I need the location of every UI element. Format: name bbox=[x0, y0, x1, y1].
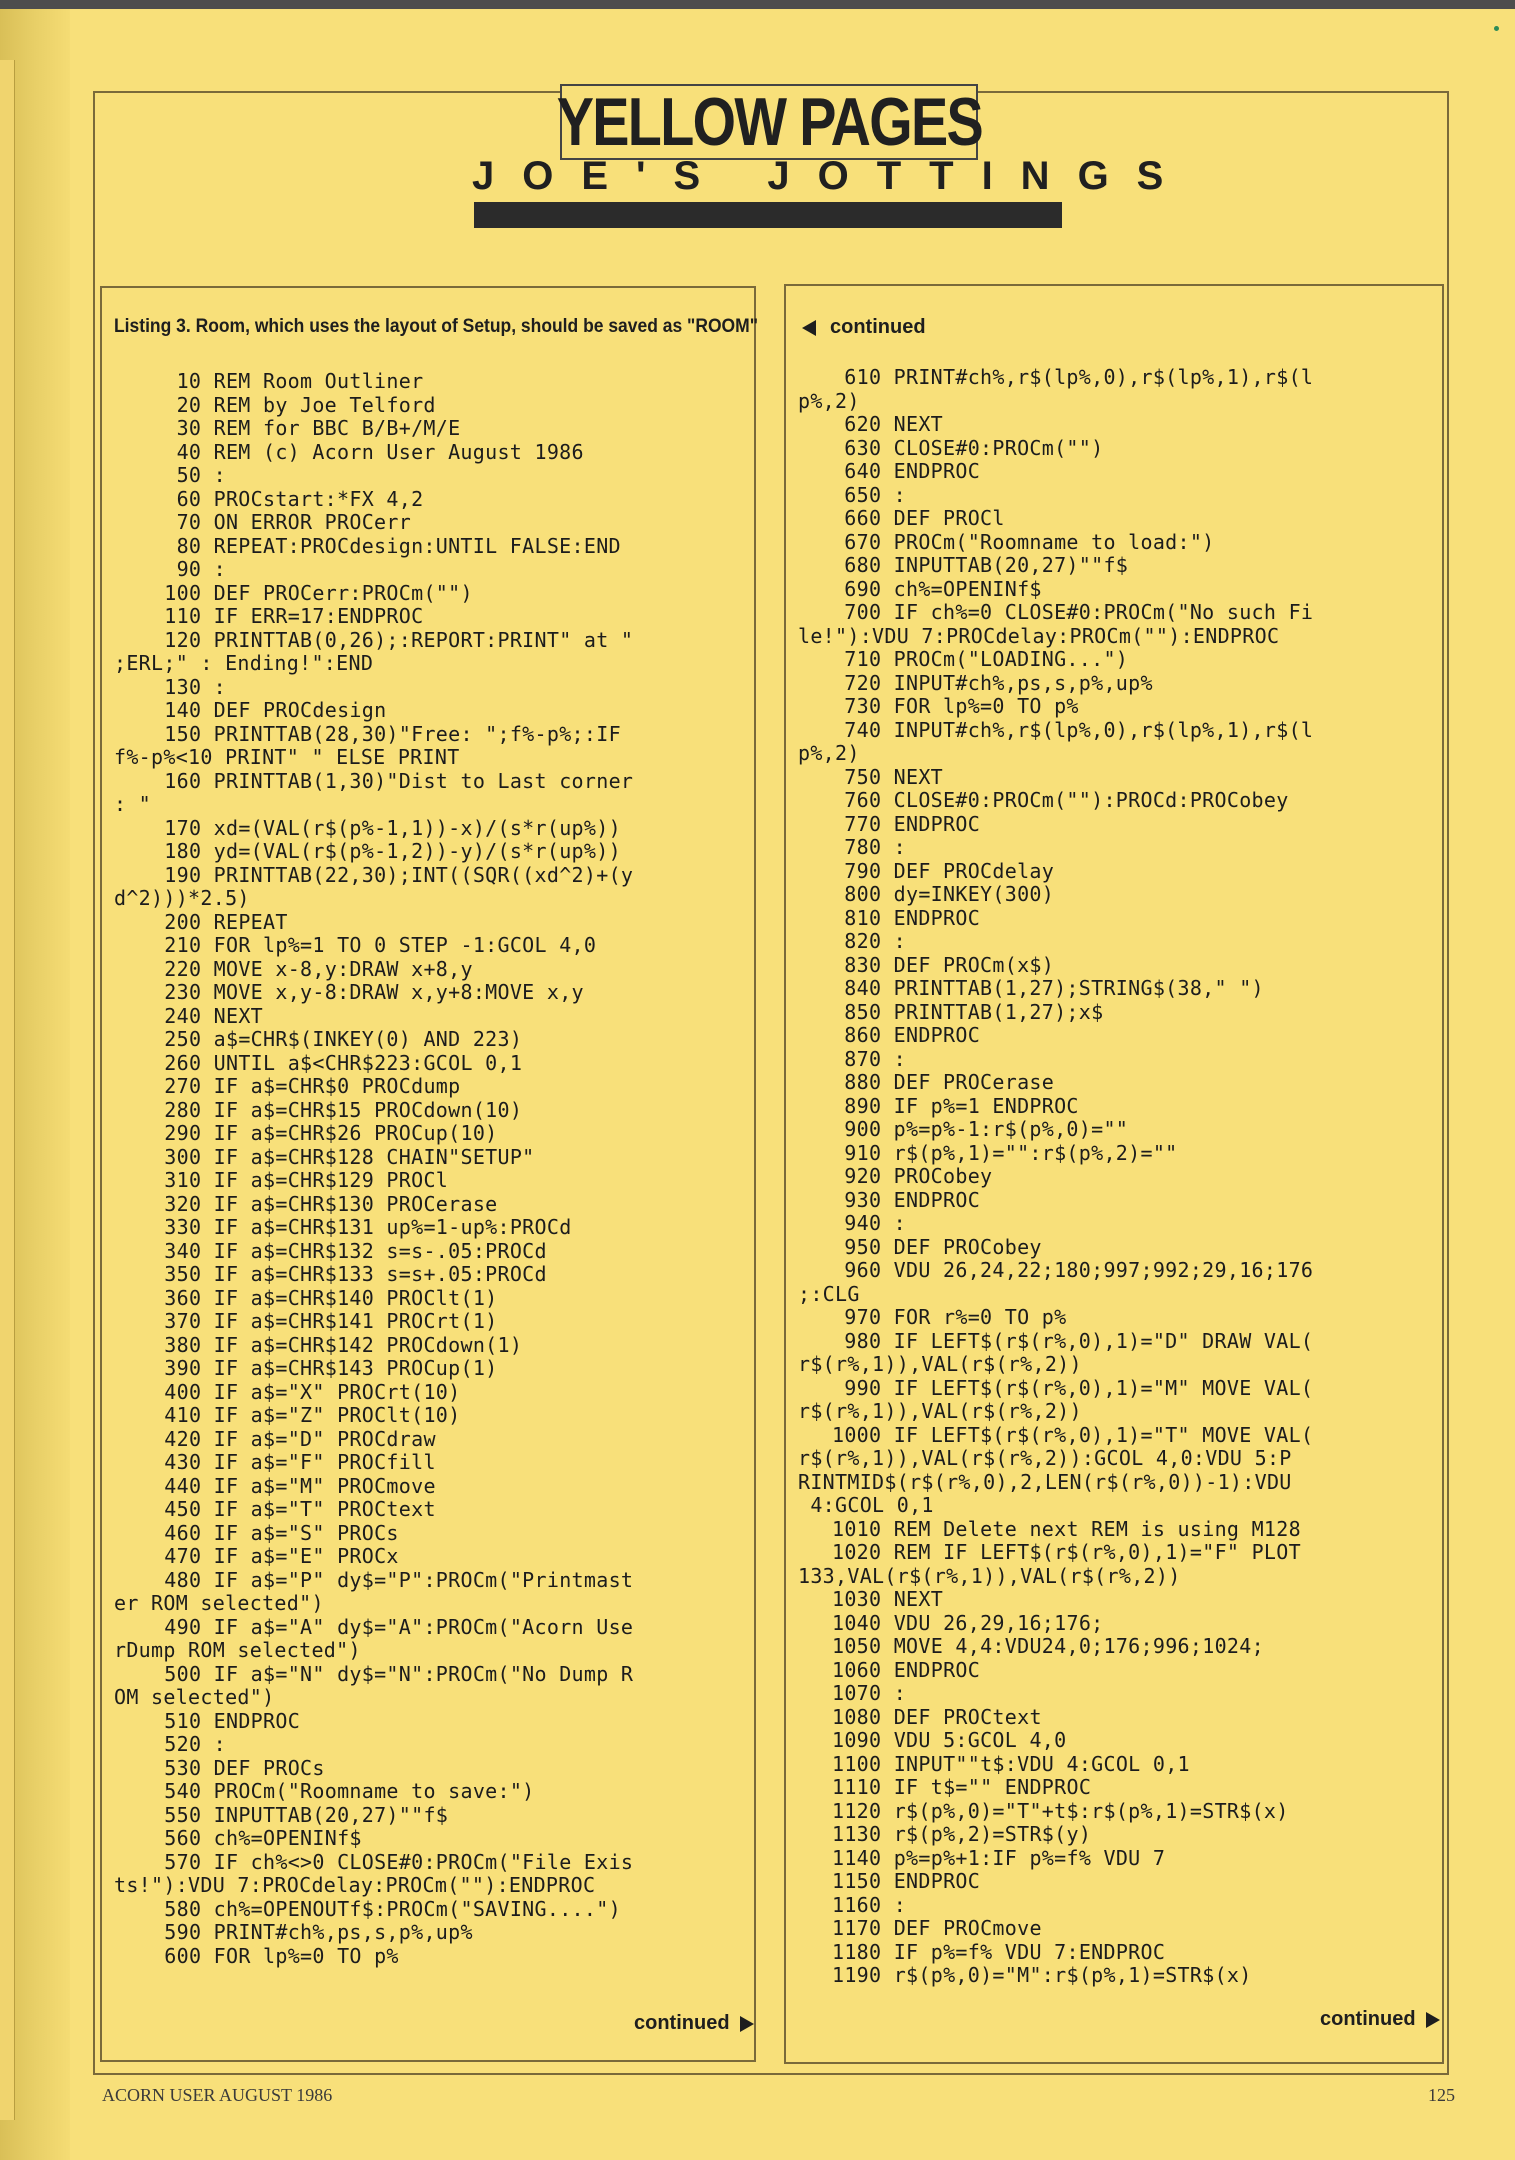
code-line: 133,VAL(r$(r%,1)),VAL(r$(r%,2)) bbox=[798, 1563, 1181, 1588]
code-line: er ROM selected") bbox=[114, 1591, 324, 1615]
code-line: ;ERL;" : Ending!":END bbox=[114, 651, 374, 675]
code-line: 790 DEF PROCdelay bbox=[844, 858, 1055, 883]
code-line: 630 CLOSE#0:PROCm("") bbox=[844, 435, 1104, 460]
code-line: 810 ENDPROC bbox=[844, 905, 981, 930]
code-line: f%-p%<10 PRINT" " ELSE PRINT bbox=[114, 745, 460, 769]
code-line: 350 IF a$=CHR$133 s=s+.05:PROCd bbox=[164, 1262, 547, 1286]
code-line: RINTMID$(r$(r%,0),2,LEN(r$(r%,0))-1):VDU bbox=[798, 1469, 1292, 1494]
code-line: 1000 IF LEFT$(r$(r%,0),1)="T" MOVE VAL( bbox=[832, 1422, 1314, 1447]
code-line: 740 INPUT#ch%,r$(lp%,0),r$(lp%,1),r$(l bbox=[844, 717, 1314, 742]
code-line: 20 REM by Joe Telford bbox=[176, 392, 436, 417]
code-line: 160 PRINTTAB(1,30)"Dist to Last corner bbox=[164, 768, 634, 793]
code-line: 490 IF a$="A" dy$="A":PROCm("Acorn Use bbox=[164, 1614, 634, 1639]
code-line: 690 ch%=OPENINf$ bbox=[844, 576, 1042, 601]
code-line: 370 IF a$=CHR$141 PROCrt(1) bbox=[164, 1309, 498, 1333]
arrow-right-icon bbox=[1426, 2012, 1440, 2028]
code-line: 800 dy=INKEY(300) bbox=[844, 882, 1055, 906]
code-line: 260 UNTIL a$<CHR$223:GCOL 0,1 bbox=[164, 1050, 523, 1075]
code-line: 330 IF a$=CHR$131 up%=1-up%:PROCd bbox=[164, 1215, 572, 1239]
code-line: 430 IF a$="F" PROCfill bbox=[164, 1450, 436, 1474]
code-line: 1150 ENDPROC bbox=[832, 1869, 981, 1893]
code-line: 180 yd=(VAL(r$(p%-1,2))-y)/(s*r(up%)) bbox=[164, 839, 621, 863]
continued-left-label: continued bbox=[634, 2012, 730, 2034]
code-line: 820 : bbox=[844, 929, 907, 953]
code-line: 620 NEXT bbox=[844, 412, 944, 436]
code-line: 340 IF a$=CHR$132 s=s-.05:PROCd bbox=[164, 1238, 547, 1263]
code-line: 4:GCOL 0,1 bbox=[798, 1493, 934, 1517]
code-line: 170 xd=(VAL(r$(p%-1,1))-x)/(s*r(up%)) bbox=[164, 815, 621, 840]
code-line: p%,2) bbox=[798, 388, 860, 413]
code-line: 920 PROCobey bbox=[844, 1164, 993, 1188]
code-line: 10 REM Room Outliner bbox=[176, 369, 424, 393]
code-line: 700 IF ch%=0 CLOSE#0:PROCm("No such Fi bbox=[844, 600, 1314, 624]
code-line: 950 DEF PROCobey bbox=[844, 1234, 1042, 1259]
code-line: 580 ch%=OPENOUTf$:PROCm("SAVING....") bbox=[164, 1896, 621, 1921]
code-line: 40 REM (c) Acorn User August 1986 bbox=[176, 439, 584, 464]
code-line: 970 FOR r%=0 TO p% bbox=[844, 1305, 1067, 1329]
code-line: 1130 r$(p%,2)=STR$(y) bbox=[832, 1822, 1092, 1846]
code-line: r$(r%,1)),VAL(r$(r%,2)):GCOL 4,0:VDU 5:P bbox=[798, 1446, 1292, 1470]
code-line: 960 VDU 26,24,22;180;997;992;29,16;176 bbox=[844, 1258, 1314, 1282]
continued-right-label: continued bbox=[1320, 2008, 1416, 2030]
code-line: r$(r%,1)),VAL(r$(r%,2)) bbox=[798, 1399, 1082, 1423]
code-line: 300 IF a$=CHR$128 CHAIN"SETUP" bbox=[164, 1144, 535, 1169]
code-line: 1110 IF t$="" ENDPROC bbox=[832, 1775, 1092, 1799]
continued-bottom-left bbox=[634, 2012, 754, 2035]
code-line: 1080 DEF PROCtext bbox=[832, 1704, 1042, 1729]
code-line: 70 ON ERROR PROCerr bbox=[176, 510, 412, 534]
code-line: 220 MOVE x-8,y:DRAW x+8,y bbox=[164, 956, 473, 981]
code-line: 1120 r$(p%,0)="T"+t$:r$(p%,1)=STR$(x) bbox=[832, 1798, 1289, 1823]
code-line: 110 IF ERR=17:ENDPROC bbox=[164, 604, 424, 628]
footer-magazine: ACORN USER AUGUST 1986 bbox=[102, 2085, 333, 2105]
code-line: 210 FOR lp%=1 TO 0 STEP -1:GCOL 4,0 bbox=[164, 933, 597, 957]
code-line: 730 FOR lp%=0 TO p% bbox=[844, 694, 1079, 718]
code-line: 670 PROCm("Roomname to load:") bbox=[844, 529, 1215, 554]
code-line: 760 CLOSE#0:PROCm(""):PROCd:PROCobey bbox=[844, 788, 1289, 812]
code-line: 1070 : bbox=[832, 1681, 907, 1705]
code-line: 460 IF a$="S" PROCs bbox=[164, 1520, 399, 1545]
code-line: ts!"):VDU 7:PROCdelay:PROCm(""):ENDPROC bbox=[114, 1873, 596, 1897]
continued-top bbox=[802, 316, 926, 339]
code-line: 50 : bbox=[176, 463, 226, 487]
code-line: 90 : bbox=[176, 557, 226, 581]
subtitle-bar bbox=[474, 202, 1062, 228]
code-line: 270 IF a$=CHR$0 PROCdump bbox=[164, 1074, 461, 1098]
code-line: 850 PRINTTAB(1,27);x$ bbox=[844, 999, 1104, 1024]
code-line: 650 : bbox=[844, 482, 907, 507]
code-listing-right bbox=[798, 365, 1314, 1988]
code-line: 390 IF a$=CHR$143 PROCup(1) bbox=[164, 1356, 498, 1380]
code-line: 80 REPEAT:PROCdesign:UNTIL FALSE:END bbox=[176, 533, 621, 558]
code-line: 930 ENDPROC bbox=[844, 1187, 981, 1212]
code-line: 1020 REM IF LEFT$(r$(r%,0),1)="F" PLOT bbox=[832, 1540, 1301, 1564]
code-line: 830 DEF PROCm(x$) bbox=[844, 952, 1055, 977]
code-line: 720 INPUT#ch%,ps,s,p%,up% bbox=[844, 670, 1153, 695]
code-line: 140 DEF PROCdesign bbox=[164, 698, 387, 722]
continued-top-label: continued bbox=[830, 316, 926, 338]
code-line: 60 PROCstart:*FX 4,2 bbox=[176, 486, 424, 511]
code-line: 1060 ENDPROC bbox=[832, 1657, 981, 1682]
page-title: YELLOW PAGES bbox=[556, 84, 982, 160]
code-line: 710 PROCm("LOADING...") bbox=[844, 647, 1129, 671]
code-line: 540 PROCm("Roomname to save:") bbox=[164, 1779, 535, 1803]
code-line: 100 DEF PROCerr:PROCm("") bbox=[164, 580, 473, 605]
code-line: 1170 DEF PROCmove bbox=[832, 1916, 1042, 1940]
code-line: 440 IF a$="M" PROCmove bbox=[164, 1473, 436, 1498]
code-line: 250 a$=CHR$(INKEY(0) AND 223) bbox=[164, 1027, 523, 1051]
speck bbox=[1494, 26, 1499, 31]
code-line: 30 REM for BBC B/B+/M/E bbox=[176, 416, 461, 440]
arrow-left-icon bbox=[802, 320, 816, 336]
code-line: 150 PRINTTAB(28,30)"Free: ";f%-p%;:IF bbox=[164, 721, 621, 746]
code-line: 780 : bbox=[844, 835, 907, 859]
code-line: : " bbox=[114, 792, 152, 816]
code-line: 1030 NEXT bbox=[832, 1587, 944, 1611]
code-line: 240 NEXT bbox=[164, 1003, 264, 1028]
code-line: ;:CLG bbox=[798, 1281, 860, 1306]
page-subtitle: JOE'S JOTTINGS bbox=[472, 154, 1192, 198]
code-line: 360 IF a$=CHR$140 PROClt(1) bbox=[164, 1285, 498, 1310]
code-line: 120 PRINTTAB(0,26);:REPORT:PRINT" at " bbox=[164, 627, 634, 652]
code-line: 450 IF a$="T" PROCtext bbox=[164, 1497, 436, 1521]
code-line: 600 FOR lp%=0 TO p% bbox=[164, 1943, 399, 1968]
code-line: OM selected") bbox=[114, 1685, 275, 1709]
code-line: 640 ENDPROC bbox=[844, 459, 981, 483]
code-line: p%,2) bbox=[798, 741, 860, 765]
code-line: 680 INPUTTAB(20,27)""f$ bbox=[844, 553, 1129, 577]
code-line: 480 IF a$="P" dy$="P":PROCm("Printmast bbox=[164, 1567, 634, 1592]
continued-bottom-right bbox=[1320, 2008, 1440, 2031]
code-line: 870 : bbox=[844, 1046, 907, 1071]
code-line: 900 p%=p%-1:r$(p%,0)="" bbox=[844, 1117, 1129, 1141]
code-listing-left bbox=[114, 369, 634, 1968]
code-line: 980 IF LEFT$(r$(r%,0),1)="D" DRAW VAL( bbox=[844, 1328, 1314, 1353]
code-line: 190 PRINTTAB(22,30);INT((SQR((xd^2)+(y bbox=[164, 862, 634, 887]
code-line: 510 ENDPROC bbox=[164, 1708, 301, 1733]
title-box bbox=[556, 84, 982, 160]
page-number: 125 bbox=[1428, 2085, 1455, 2105]
code-line: 660 DEF PROCl bbox=[844, 506, 1005, 530]
code-line: 1090 VDU 5:GCOL 4,0 bbox=[832, 1728, 1067, 1752]
code-line: 1160 : bbox=[832, 1892, 907, 1917]
code-line: 1180 IF p%=f% VDU 7:ENDPROC bbox=[832, 1939, 1166, 1964]
code-line: 1100 INPUT""t$:VDU 4:GCOL 0,1 bbox=[832, 1751, 1190, 1776]
code-line: 890 IF p%=1 ENDPROC bbox=[844, 1093, 1079, 1118]
code-line: 550 INPUTTAB(20,27)""f$ bbox=[164, 1802, 449, 1827]
code-line: 500 IF a$="N" dy$="N":PROCm("No Dump R bbox=[164, 1661, 634, 1686]
code-line: 380 IF a$=CHR$142 PROCdown(1) bbox=[164, 1332, 523, 1357]
top-edge bbox=[0, 0, 1515, 9]
code-line: 280 IF a$=CHR$15 PROCdown(10) bbox=[164, 1097, 523, 1122]
code-line: 1190 r$(p%,0)="M":r$(p%,1)=STR$(x) bbox=[832, 1963, 1252, 1987]
code-line: 910 r$(p%,1)="":r$(p%,2)="" bbox=[844, 1140, 1178, 1165]
code-line: 1040 VDU 26,29,16;176; bbox=[832, 1610, 1104, 1635]
code-line: 400 IF a$="X" PROCrt(10) bbox=[164, 1379, 461, 1404]
code-line: 290 IF a$=CHR$26 PROCup(10) bbox=[164, 1121, 498, 1145]
code-line: rDump ROM selected") bbox=[114, 1638, 361, 1662]
code-line: 230 MOVE x,y-8:DRAW x,y+8:MOVE x,y bbox=[164, 980, 584, 1004]
listing-caption: Listing 3. Room, which uses the layout of Setup, should be saved as "ROOM" bbox=[114, 316, 759, 337]
code-line: 860 ENDPROC bbox=[844, 1023, 981, 1047]
code-line: 940 : bbox=[844, 1211, 907, 1235]
code-line: 470 IF a$="E" PROCx bbox=[164, 1544, 399, 1568]
code-line: 610 PRINT#ch%,r$(lp%,0),r$(lp%,1),r$(l bbox=[844, 365, 1314, 389]
code-line: 570 IF ch%<>0 CLOSE#0:PROCm("File Exis bbox=[164, 1849, 634, 1874]
code-line: 1010 REM Delete next REM is using M128 bbox=[832, 1516, 1301, 1541]
code-line: 590 PRINT#ch%,ps,s,p%,up% bbox=[164, 1920, 473, 1944]
code-line: 320 IF a$=CHR$130 PROCerase bbox=[164, 1191, 498, 1216]
code-line: le!"):VDU 7:PROCdelay:PROCm(""):ENDPROC bbox=[798, 623, 1280, 648]
code-line: 880 DEF PROCerase bbox=[844, 1070, 1055, 1094]
code-line: 200 REPEAT bbox=[164, 909, 288, 934]
arrow-right-icon bbox=[740, 2016, 754, 2032]
code-line: 560 ch%=OPENINf$ bbox=[164, 1826, 362, 1850]
code-line: 750 NEXT bbox=[844, 764, 944, 789]
left-page-edge bbox=[0, 60, 15, 2120]
code-line: d^2)))*2.5) bbox=[114, 886, 250, 910]
code-line: 840 PRINTTAB(1,27);STRING$(38," ") bbox=[844, 976, 1264, 1000]
code-line: 520 : bbox=[164, 1732, 227, 1756]
code-line: 420 IF a$="D" PROCdraw bbox=[164, 1426, 436, 1451]
code-line: 530 DEF PROCs bbox=[164, 1755, 325, 1780]
code-line: 1050 MOVE 4,4:VDU24,0;176;996;1024; bbox=[832, 1634, 1264, 1658]
code-line: 770 ENDPROC bbox=[844, 811, 981, 836]
code-line: 130 : bbox=[164, 674, 227, 699]
code-line: 1140 p%=p%+1:IF p%=f% VDU 7 bbox=[832, 1845, 1166, 1870]
code-line: 990 IF LEFT$(r$(r%,0),1)="M" MOVE VAL( bbox=[844, 1375, 1314, 1400]
code-line: r$(r%,1)),VAL(r$(r%,2)) bbox=[798, 1352, 1082, 1376]
code-line: 410 IF a$="Z" PROClt(10) bbox=[164, 1403, 461, 1427]
code-line: 310 IF a$=CHR$129 PROCl bbox=[164, 1168, 449, 1192]
